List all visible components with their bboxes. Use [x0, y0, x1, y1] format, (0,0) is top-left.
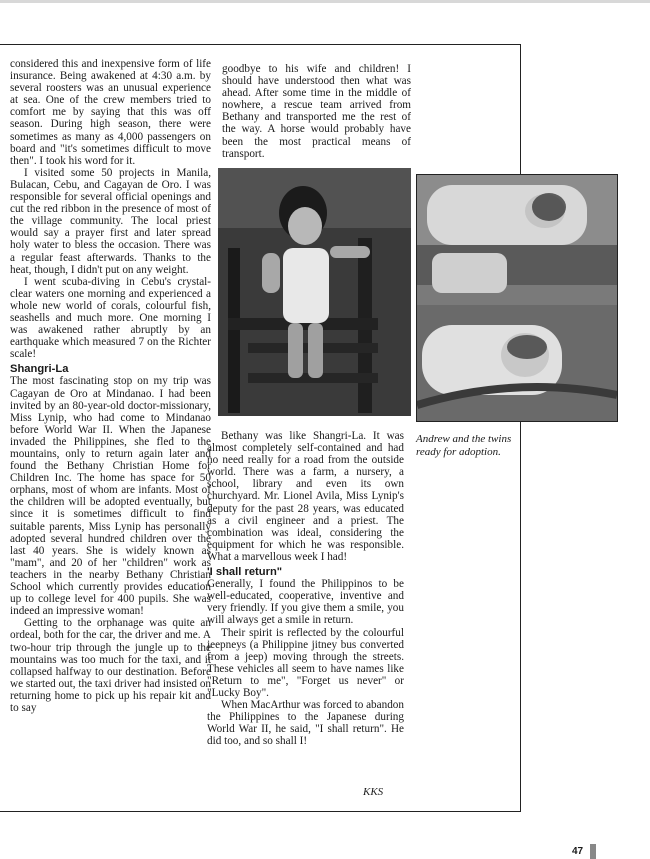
paragraph: goodbye to his wife and children! I should have understood then what was ahead. After some time in the middle of nowhere, a rescue team arrived from Bethany and transported me the rest of the way. A horse would probably have been the most practical means of transport. [222, 63, 411, 160]
photo-girl-on-chair [218, 168, 411, 416]
column-middle-bottom [207, 430, 404, 747]
paragraph: I went scuba-diving in Cebu's crystal-clear waters one morning and experienced a whole new world of corals, colourful fish, seashells and much more. One morning I was awakened rather abruptly by an earthquake which measured 7 on the Richter scale! [10, 275, 211, 361]
section-heading-i-shall-return: 'I shall return" [207, 566, 283, 579]
page-top-edge [0, 0, 650, 3]
page-number: 47 [572, 846, 584, 857]
paragraph: Getting to the orphanage was quite an ordeal, both for the car, the driver and me. A two-hour trip through the jungle up to the mountains was too much for the taxi, and it collapsed halfway to our destination. Before we started out, the taxi driver had insisted on returning home to pick up his repair kit and to say [10, 617, 212, 714]
column-left [10, 58, 211, 714]
page-edge-tab [590, 844, 596, 859]
author-signature: KKS [363, 786, 384, 798]
photo-caption: Andrew and the twins ready for adoption. [416, 433, 512, 458]
section-heading-shangri-la: Shangri-La [10, 363, 69, 376]
column-middle-top [222, 63, 411, 160]
photo-twins-in-baskets [416, 174, 618, 422]
paragraph: Generally, I found the Philippinos to be well-educated, cooperative, inventive and very friendly. If you give them a smile, you will always get a smile in return. [207, 578, 404, 627]
paragraph: I visited some 50 projects in Manila, Bulacan, Cebu, and Cagayan de Oro. I was responsible for several official openings and cut the red ribbon in the presence of most of the village community. The local priest would say a prayer first and later spread holy water to bless the occasion. There was a regular feast afterwards. Thanks to the heat, though, I didn't put on any weight. [10, 166, 211, 276]
paragraph: considered this and inexpensive form of life insurance. Being awakened at 4:30 a.m. by several roosters was an unusual experience at sea. One of the crew members tried to comfort me by saying that this was off season. During high season, there were sometimes as many as 4,000 passengers on board and "it's sometimes difficult to move then". I took his word for it. [10, 58, 211, 167]
paragraph: Bethany was like Shangri-La. It was almost completely self-contained and had no need really for a road from the outside world. There was a farm, a nursery, a school, library and even its own churchyard. Mr. Lionel Avila, Miss Lynip's deputy for the past 28 years, was educated as a civil engineer and a priest. The combination was ideal, considering the equipment for which he was responsible. What a marvellous week I had! [207, 430, 404, 563]
paragraph: Their spirit is reflected by the colourful jeepneys (a Philippine jitney bus converted from a jeep) moving through the streets. These vehicles all seem to have names like "Return to me", "Forget us never" or "Lucky Boy". [207, 626, 404, 699]
paragraph: When MacArthur was forced to abandon the Philippines to the Japanese during World War II, he said, "I shall return". He did too, and so shall I! [207, 699, 404, 748]
paragraph: The most fascinating stop on my trip was Cagayan de Oro at Mindanao. I had been invited by an 80-year-old doctor-missionary, Miss Lynip, who had come to Mindanao before World War II. When the Japanese invaded the Philippines, she fled to the mountains, only to return again later and found the Bethany Christian Home for Children Inc. The home has space for 50 orphans, most of whom are infants. Most of the children will be adopted eventually, but since it is sometimes difficult to find suitable parents, Miss Lynip has personally adopted several hundred children over the last 40 years. She is widely known as "mam", and 20 of her "children" work as teachers in the nearby Bethany Christian School which currently provides education up to college level for 400 pupils. She was indeed an impressive woman! [10, 375, 211, 618]
